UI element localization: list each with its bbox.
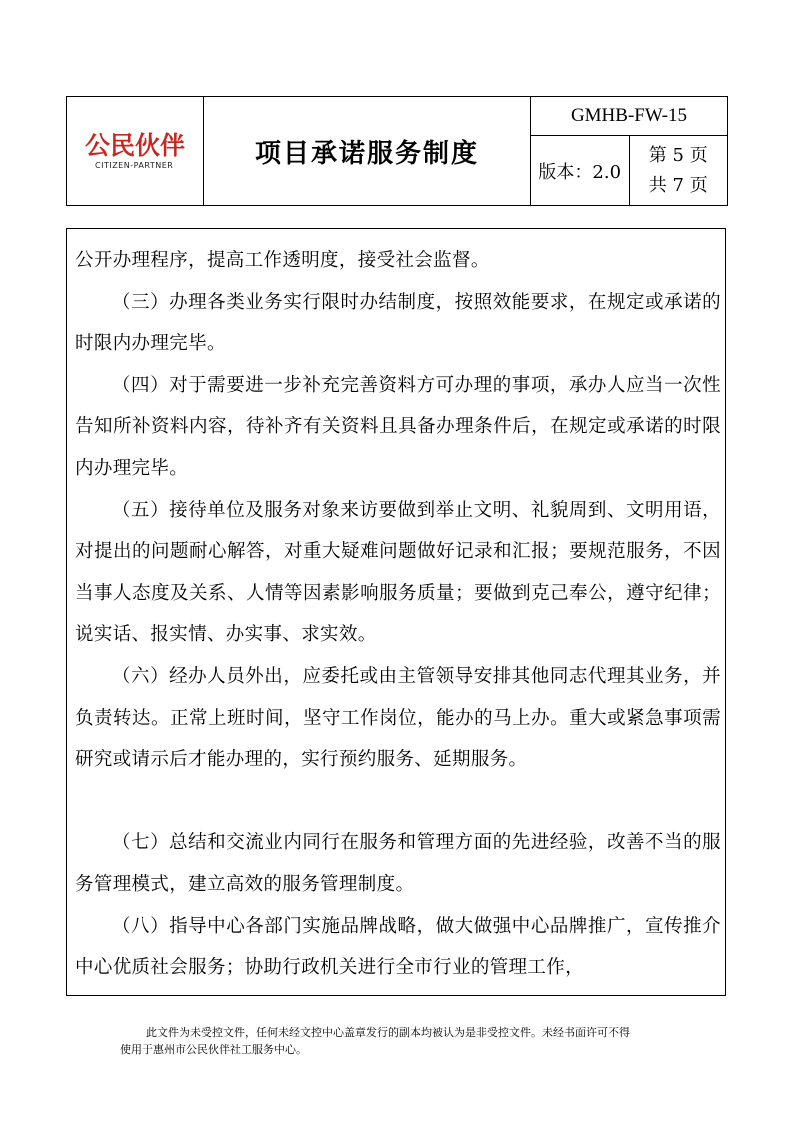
footer-line-2: 使用于惠州市公民伙伴社工服务中心。 xyxy=(120,1043,307,1056)
document-title: 项目承诺服务制度 xyxy=(204,97,531,206)
paragraph-5: （五）接待单位及服务对象来访要做到举止文明、礼貌周到、文明用语，对提出的问题耐心解答，对重大疑难问题做好记录和汇报；要规范服务，不因当事人态度及关系、人情等因素影响服务质量；要做到克己奉公，遵守纪律；说实话、报实情、办实事、求实效。 xyxy=(75,499,721,646)
logo-subtext: CITIZEN-PARTNER xyxy=(95,160,174,170)
paragraph-continuation: 公开办理程序，提高工作透明度，接受社会监督。 xyxy=(75,250,490,271)
logo-cell xyxy=(67,97,204,206)
paragraph-6: （六）经办人员外出，应委托或由主管领导安排其他同志代理其业务，并负责转达。正常上班时间，坚守工作岗位，能办的马上办。重大或紧急事项需研究或请示后才能办理的，实行预约服务、延期服务。 xyxy=(75,666,721,771)
page-current: 第 5 页 xyxy=(648,144,708,166)
document-code: GMHB-FW-15 xyxy=(531,97,728,136)
paragraph-7: （七）总结和交流业内同行在服务和管理方面的先进经验，改善不当的服务管理模式，建立高效的服务管理制度。 xyxy=(75,832,721,895)
page-info xyxy=(629,136,728,206)
paragraph-4: （四）对于需要进一步补充完善资料方可办理的事项，承办人应当一次性告知所补资料内容，待补齐有关资料且具备办理条件后，在规定或承诺的时限内办理完毕。 xyxy=(75,374,721,479)
logo xyxy=(67,130,203,170)
paragraph-3: （三）办理各类业务实行限时办结制度，按照效能要求，在规定或承诺的时限内办理完毕。 xyxy=(75,291,721,355)
content-box xyxy=(66,228,726,996)
footer-line-1: 此文件为未受控文件，任何未经文控中心盖章发行的副本均被认为是非受控文件。未经书面许可不得 xyxy=(146,1026,630,1039)
document-version: 版本：2.0 xyxy=(531,136,630,206)
paragraph-8: （八）指导中心各部门实施品牌战略，做大做强中心品牌推广，宣传推介中心优质社会服务；协助行政机关进行全市行业的管理工作， xyxy=(75,915,721,979)
footer-notice xyxy=(120,1024,680,1058)
document-header xyxy=(66,96,728,206)
page-total: 共 7 页 xyxy=(648,174,708,196)
logo-text: 公民伙伴 xyxy=(84,130,185,160)
